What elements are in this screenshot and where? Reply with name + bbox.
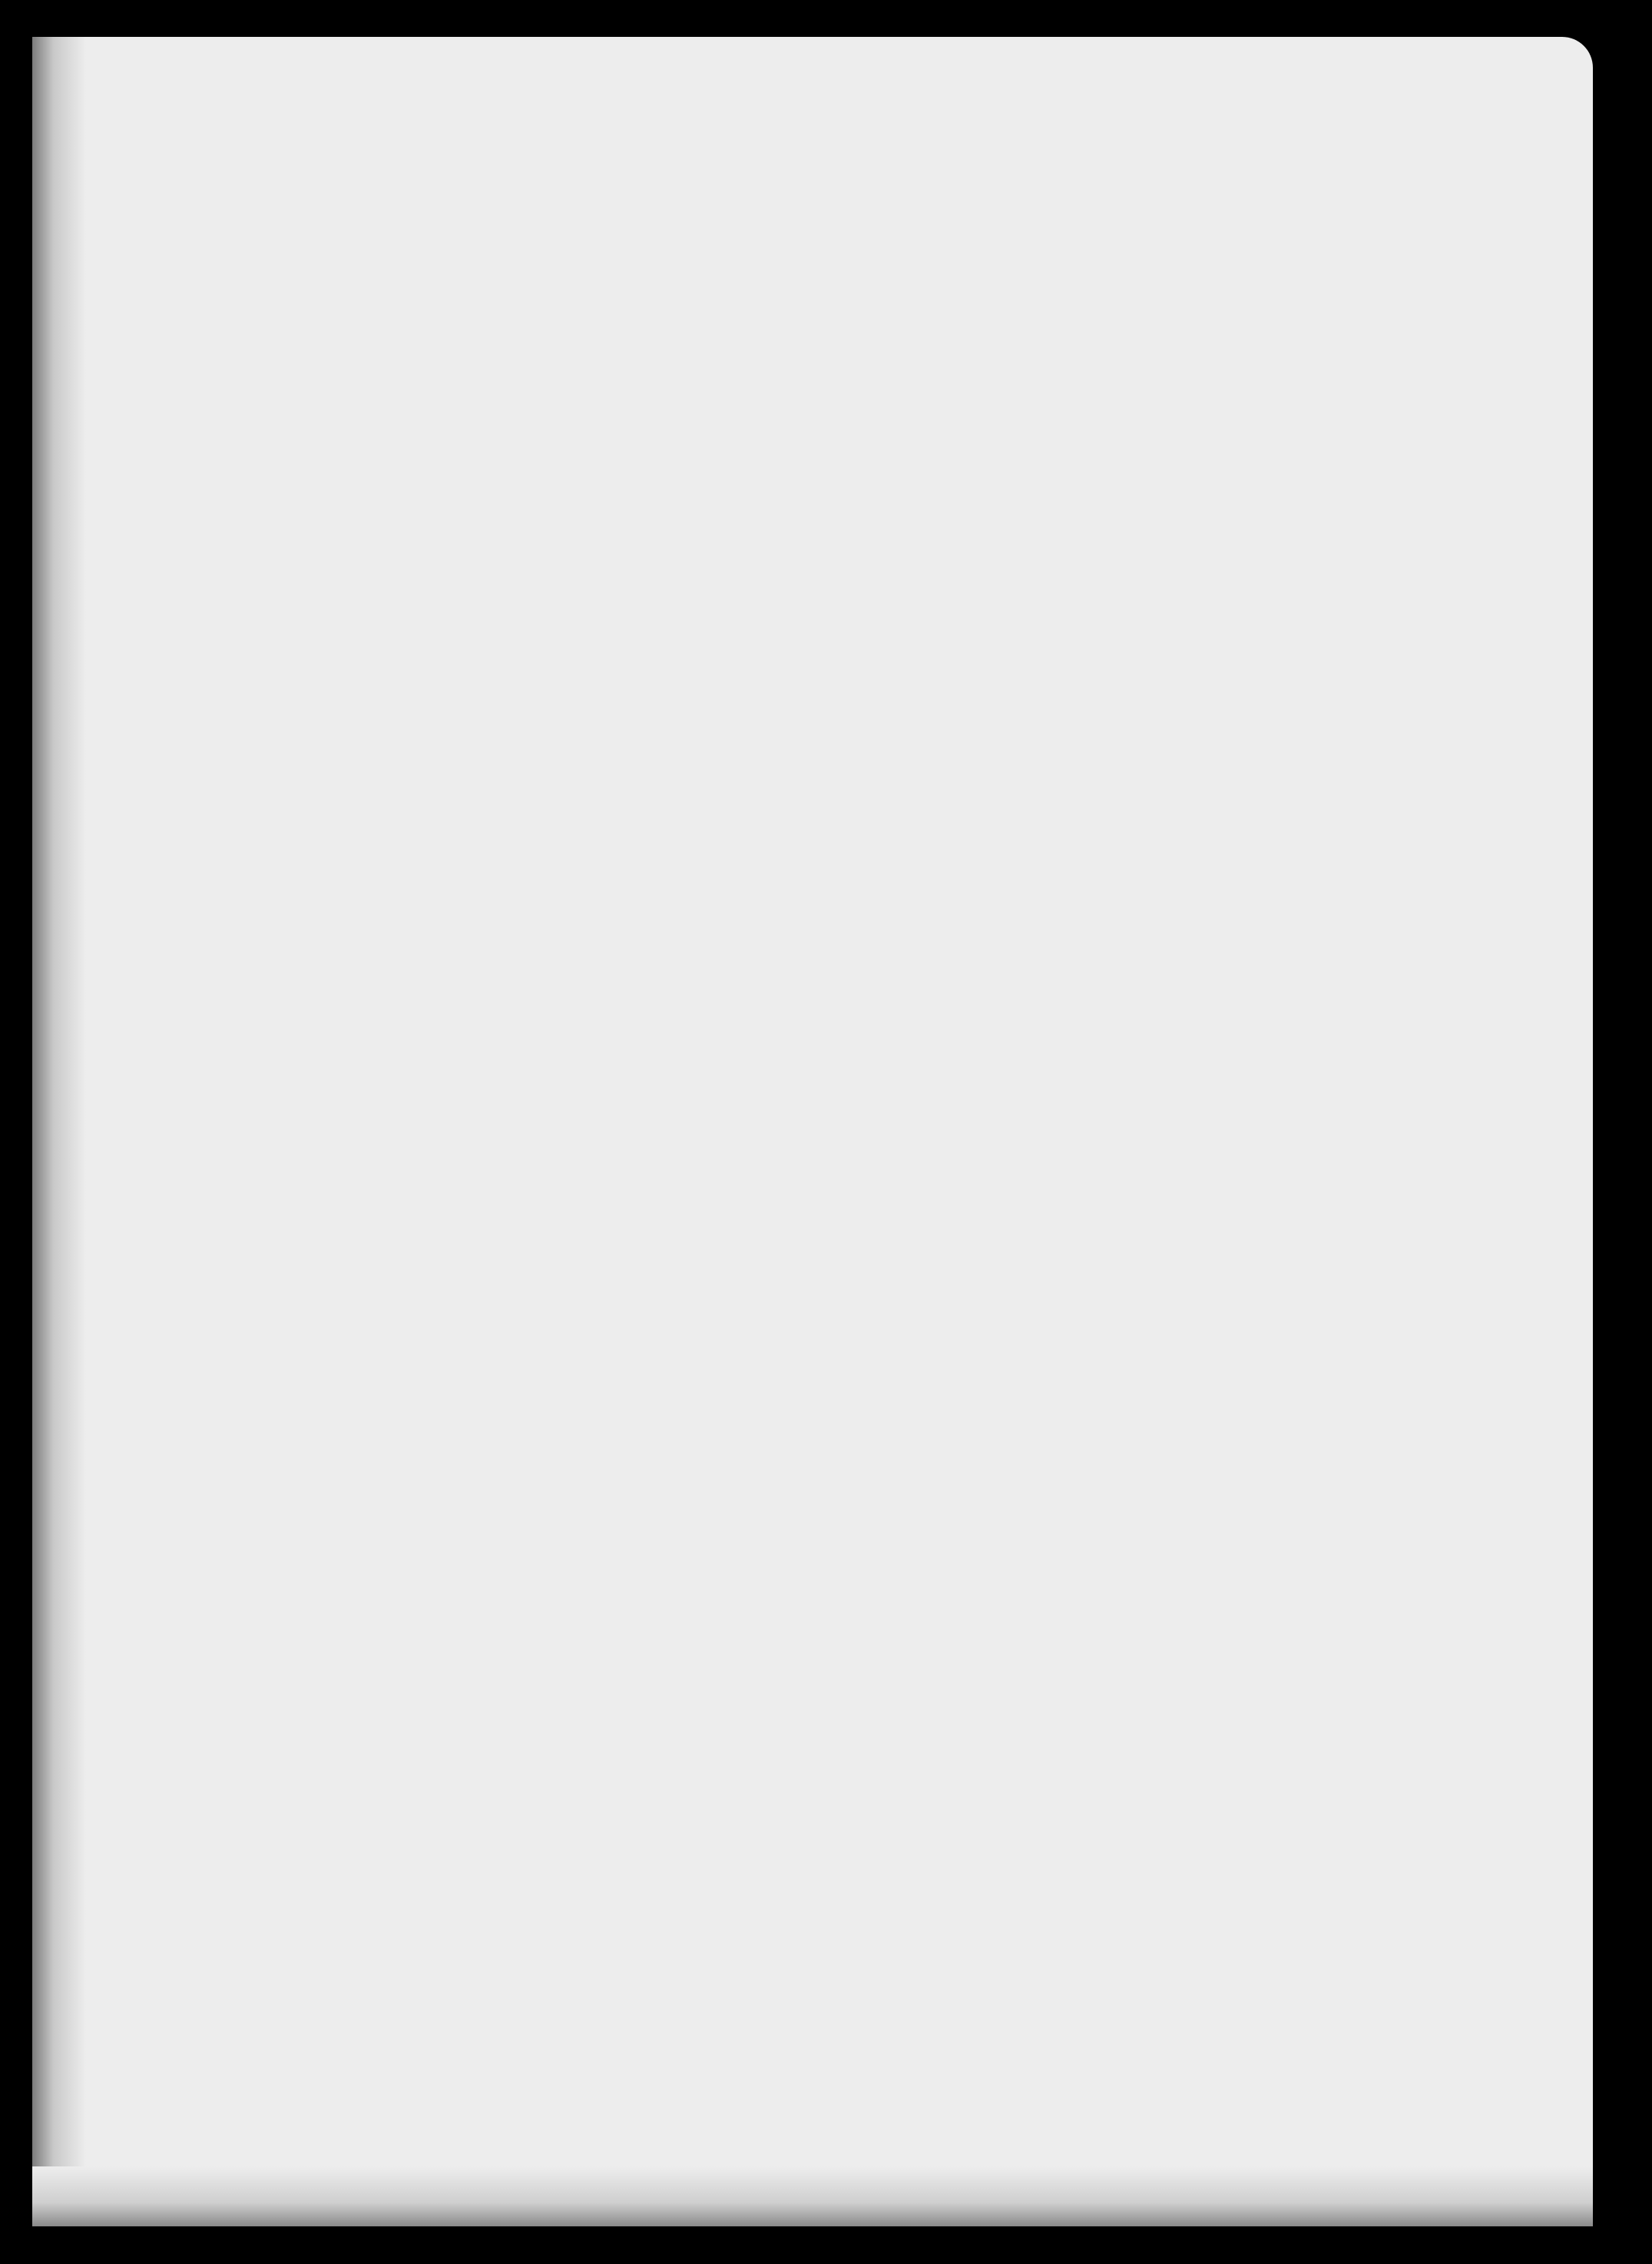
page-gutter-shadow [32,37,86,2226]
book-page [32,37,1593,2226]
page-bottom-shadow [32,2166,1593,2226]
